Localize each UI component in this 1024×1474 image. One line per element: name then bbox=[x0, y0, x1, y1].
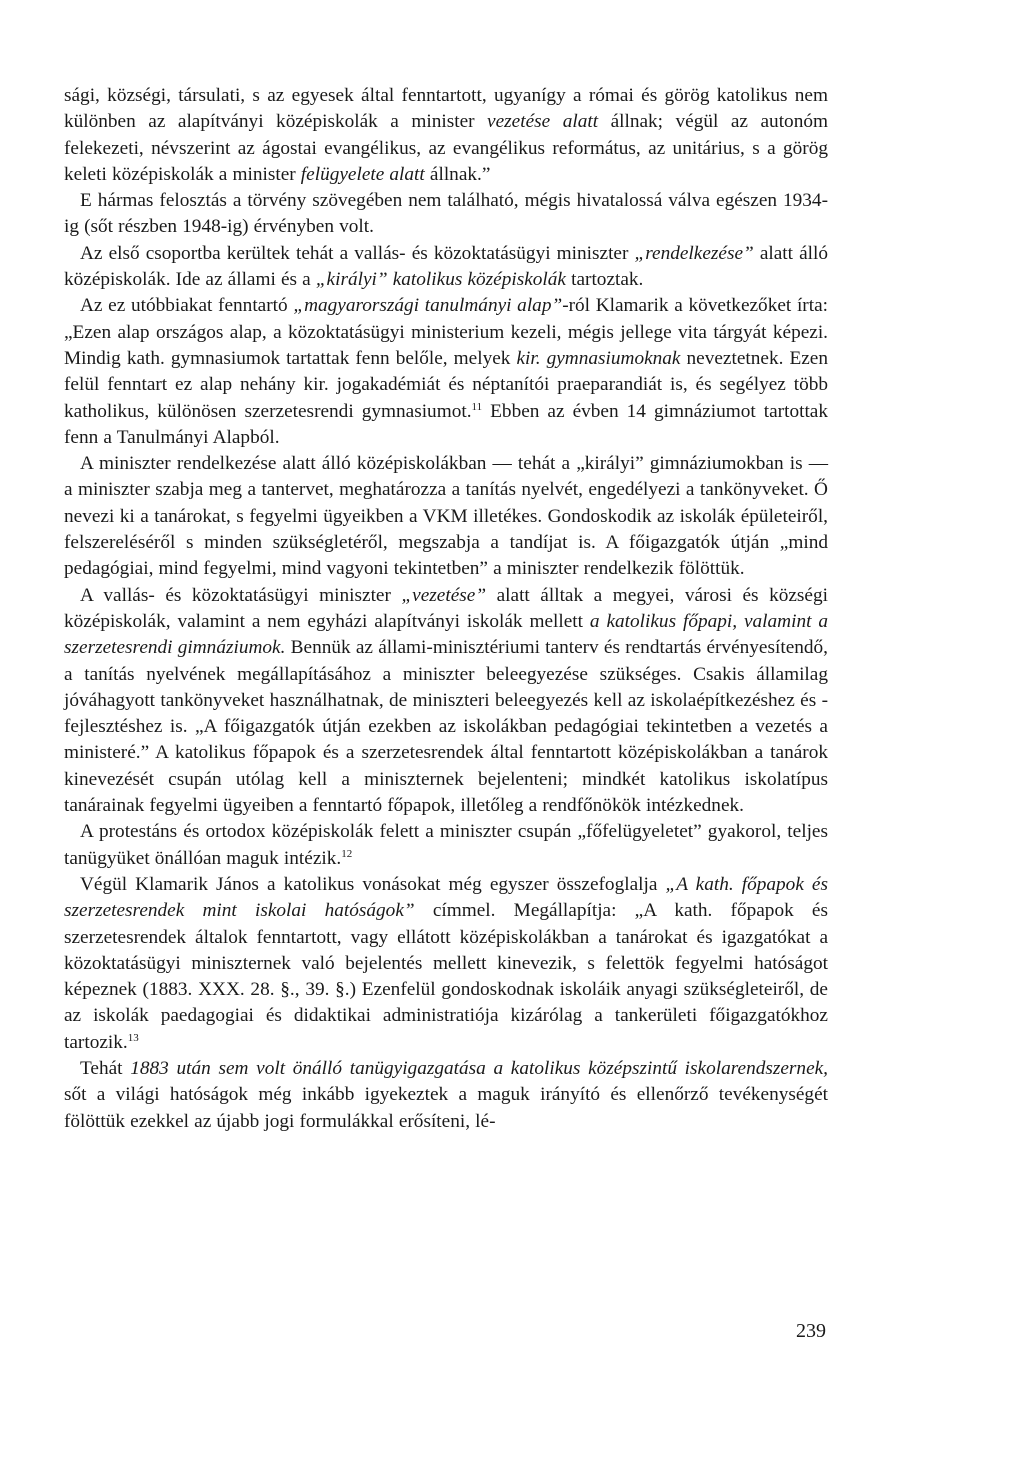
italic-segment: kir. gymnasiumoknak bbox=[516, 347, 681, 369]
italic-segment: „királyi” katolikus középiskolák bbox=[315, 269, 566, 291]
italic-segment: „magyarországi tanulmányi alap” bbox=[293, 295, 563, 317]
text-segment: Végül Klamarik János a katolikus vonásokat még egyszer összefoglalja bbox=[80, 873, 666, 895]
italic-segment: vezetése alatt bbox=[487, 111, 599, 133]
paragraph bbox=[64, 1056, 828, 1135]
text-segment: állnak; végül az autonóm felekezeti, névszerint az ágostai evangélikus, az evangélikus református, az unitárius, s a görög keleti középiskolák a minister bbox=[64, 111, 828, 185]
text-segment: Az első csoportba kerültek tehát a vallás- és közoktatásügyi miniszter bbox=[80, 242, 635, 264]
text-segment: A vallás- és közoktatásügyi miniszter bbox=[80, 584, 402, 606]
paragraph bbox=[64, 583, 828, 820]
text-segment: címmel. Megállapítja: „A kath. főpapok és szerzetesrendek általok fenntartott, vagy ellátott középiskolákban a tanárokat és igazgatókat a közoktatásügyi miniszternek való bejelentés mellett kinevezik, s felettök fegyelmi hatóságot képeznek (1883. XXX. 28. §., 39. §.) Ezenfelül gondoskodnak iskoláik anyagi szükségleteiről, de az iskolák paedagogiai és didaktikai administratiója kizárólag a tankerületi főigazgatókhoz tartozik. bbox=[64, 900, 828, 1053]
text-segment: sági, községi, társulati, s az egyesek által fenntartott, ugyanígy a római és görög katolikus nem különben az alapítványi középiskolák a minister bbox=[64, 85, 828, 133]
page-body bbox=[64, 83, 828, 1135]
text-segment: Ebben az évben 14 gimnáziumot tartottak fenn a Tanulmányi Alapból. bbox=[64, 400, 829, 448]
footnote-ref: 13 bbox=[127, 1031, 139, 1044]
footnote-ref: 12 bbox=[341, 847, 353, 860]
paragraph bbox=[64, 188, 828, 241]
text-segment: Tehát bbox=[80, 1057, 131, 1079]
italic-segment: 1883 után sem volt önálló tanügyigazgatása a katolikus középszintű iskolarendszernek, bbox=[130, 1057, 829, 1079]
footnote-ref: 11 bbox=[471, 400, 483, 413]
paragraph bbox=[64, 83, 828, 188]
paragraph bbox=[64, 451, 828, 582]
text-segment: Az ez utóbbiakat fenntartó bbox=[80, 295, 294, 317]
text-segment: E hármas felosztás a törvény szövegében nem található, mégis hivatalossá válva egészen 1934-ig (sőt részben 1948-ig) érvényben volt. bbox=[64, 190, 828, 238]
text-segment: sőt a világi hatóságok még inkább igyekeztek a maguk irányító és ellenőrző tevékenységét fölöttük ezekkel az újabb jogi formulákkal erősíteni, lé- bbox=[64, 1084, 828, 1132]
text-segment: alatt álltak a megyei, városi és községi középiskolák, valamint a nem egyházi alapítványi iskolák mellett bbox=[64, 584, 828, 632]
italic-segment: felügyelete alatt bbox=[300, 163, 425, 185]
paragraph bbox=[64, 241, 828, 294]
text-segment: neveztetnek. Ezen felül fenntart ez alap nehány kir. jogakadémiát és néptanítói praeparandiát is, és segélyez több katholikus, különösen szerzetesrendi gymnasiumot. bbox=[64, 347, 828, 422]
italic-segment: „vezetése” bbox=[401, 584, 487, 606]
text-segment: tartoztak. bbox=[565, 269, 644, 291]
italic-segment: „A kath. főpapok és szerzetesrendek mint iskolai hatóságok” bbox=[64, 873, 828, 922]
paragraph bbox=[64, 293, 828, 451]
paragraph bbox=[64, 872, 828, 1056]
text-segment: Bennük az állami-minisztériumi tanterv és rendtartás érvényesítendő, a tanítás nyelvének megállapításához a miniszter beleegyezése szükséges. Csakis államilag jóváhagyott tankönyveket használhatnak, de miniszteri beleegyezés kell az iskolaépítkezéshez és -fejlesztéshez is. „A főigazgatók útján ezekben az iskolákban pedagógiai tekintetben a vezetés a ministeré.” A katolikus főpapok és a szerzetesrendek által fenntartott középiskolákban a tanárok kinevezését csupán utólag kell a miniszternek bejelenteni; mindkét katolikus iskolatípus tanárainak fegyelmi ügyeiben a fenntartó főpapok, illetőleg a rendfőnökök intézkednek. bbox=[64, 637, 828, 817]
text-segment: alatt álló középiskolák. Ide az állami és a bbox=[64, 242, 829, 291]
text-segment: A miniszter rendelkezése alatt álló középiskolákban — tehát a „királyi” gimnáziumokban is — a miniszter szabja meg a tantervet, meghatározza a tanítás nyelvét, engedélyezi a tankönyveket. Ő nevezi ki a tanárokat, s fegyelmi ügyeikben a VKM illetékes. Gondoskodik az iskolák épületeiről, felszereléséről s minden szükségletéről, megszabja a tandíjat is. A főigazgatók útján „mind pedagógiai, mind fegyelmi, mind vagyoni tekintetben” a miniszter rendelkezik fölöttük. bbox=[64, 453, 828, 580]
paragraph bbox=[64, 819, 828, 872]
text-segment: -ról Klamarik a következőket írta: „Ezen alap országos alap, a közoktatásügyi ministerium kezeli, mégis jellege vita tárgyát képezi. Mindig kath. gymnasiumok tartattak fenn belőle, melyek bbox=[64, 295, 828, 369]
text-segment: A protestáns és ortodox középiskolák felett a miniszter csupán „főfelügyeletet” gyakorol, teljes tanügyüket önállóan maguk intézik. bbox=[64, 821, 828, 869]
page-number: 239 bbox=[796, 1320, 826, 1342]
italic-segment: a katolikus főpapi, valamint a szerzetesrendi gimnáziumok. bbox=[64, 610, 829, 659]
italic-segment: „rendelkezése” bbox=[634, 242, 754, 264]
text-segment: állnak.” bbox=[424, 163, 491, 185]
